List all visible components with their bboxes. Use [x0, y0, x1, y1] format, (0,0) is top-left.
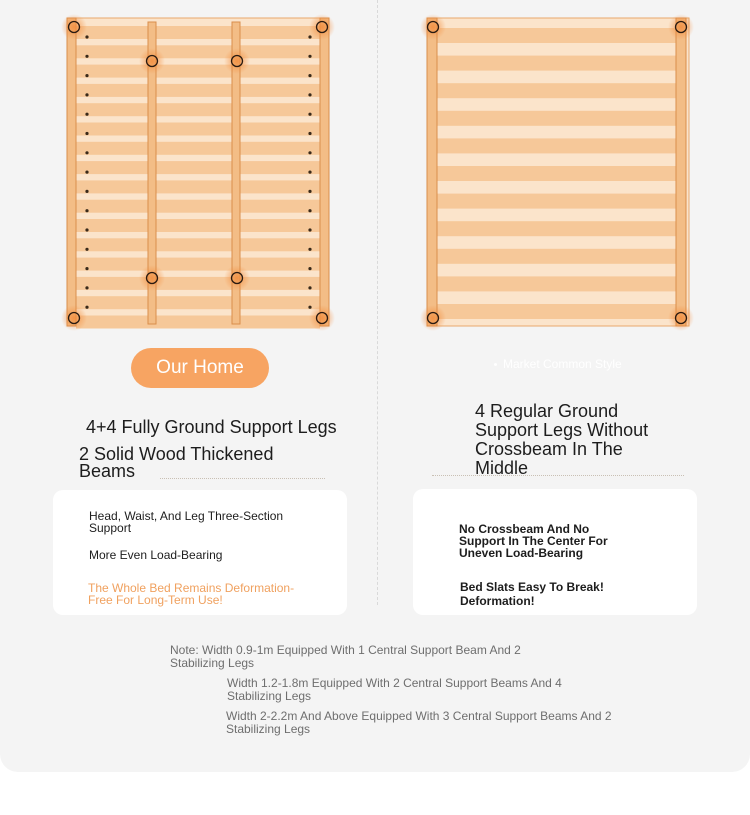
right-heading-underline — [432, 475, 684, 476]
bed-slat — [76, 161, 320, 174]
right-heading: 4 Regular Ground Support Legs Without Crossbeam In The Middle — [475, 401, 649, 478]
slat-dot — [85, 286, 88, 289]
feature-deformation-free: The Whole Bed Remains Deformation-Free For Long-Term Use! — [88, 581, 295, 607]
slat-dot — [85, 209, 88, 212]
bed-slat — [76, 103, 320, 116]
note-line-3: Width 2-2.2m And Above Equipped With 3 Central Support Beams And 2 Stabilizing Legs — [226, 709, 612, 736]
slat-dot — [308, 171, 311, 174]
bed-slat — [76, 123, 320, 136]
bed-slat — [76, 26, 320, 39]
bed-slat — [437, 83, 676, 98]
slat-dot — [85, 228, 88, 231]
bed-slat — [437, 111, 676, 126]
slat-dot — [308, 74, 311, 77]
support-leg-glow — [139, 48, 165, 74]
support-leg-glow — [61, 305, 87, 331]
support-leg-glow — [224, 48, 250, 74]
bed-slat — [437, 249, 676, 264]
slat-dot — [85, 267, 88, 270]
bed-slat — [437, 138, 676, 153]
support-leg-glow — [668, 305, 694, 331]
heading-underline — [160, 478, 325, 479]
bed-slat — [437, 221, 676, 236]
support-leg-glow — [224, 265, 250, 291]
slat-dot — [85, 113, 88, 116]
bed-slat — [437, 276, 676, 291]
left-heading-beams: 2 Solid Wood Thickened Beams — [79, 444, 274, 481]
bed-slat — [437, 166, 676, 181]
bed-slat — [76, 316, 320, 329]
bed-slat — [437, 28, 676, 43]
support-leg-glow — [61, 14, 87, 40]
slat-dot — [308, 190, 311, 193]
slat-dot — [308, 306, 311, 309]
slat-dot — [308, 209, 311, 212]
our-home-button[interactable]: Our Home — [131, 348, 269, 388]
bed-slat — [76, 142, 320, 155]
support-leg-glow — [309, 14, 335, 40]
left-heading-legs: 4+4 Fully Ground Support Legs — [86, 417, 337, 437]
support-leg-glow — [420, 305, 446, 331]
slat-dot — [85, 306, 88, 309]
slat-dot — [85, 151, 88, 154]
bed-slat — [437, 56, 676, 71]
slat-dot — [308, 35, 311, 38]
slat-dot — [85, 55, 88, 58]
bed-slat — [76, 277, 320, 290]
bed-slat — [76, 296, 320, 309]
slat-dot — [308, 132, 311, 135]
bed-slat — [76, 200, 320, 213]
drawback-slats-break: Bed Slats Easy To Break! Deformation! — [460, 580, 604, 608]
slat-dot — [85, 171, 88, 174]
bed-slat — [437, 304, 676, 319]
bed-slat — [76, 219, 320, 232]
support-leg-glow — [420, 14, 446, 40]
feature-three-section: Head, Waist, And Leg Three-Section Support — [89, 509, 284, 535]
bed-slat — [76, 45, 320, 58]
slat-dot — [308, 113, 311, 116]
feature-even-load: More Even Load-Bearing — [89, 548, 223, 562]
support-leg-glow — [668, 14, 694, 40]
support-leg-glow — [139, 265, 165, 291]
bed-slat — [76, 84, 320, 97]
note-line-1: Note: Width 0.9-1m Equipped With 1 Central Support Beam And 2 Stabilizing Legs — [170, 643, 521, 670]
slat-dot — [85, 248, 88, 251]
slat-dot — [85, 74, 88, 77]
drawback-no-crossbeam: No Crossbeam And No Support In The Center For Uneven Load-Bearing — [459, 522, 608, 560]
slat-dot — [308, 248, 311, 251]
our-home-features-card — [53, 490, 347, 615]
bed-slat — [76, 238, 320, 251]
slat-dot — [308, 151, 311, 154]
slat-dot — [85, 93, 88, 96]
slat-dot — [308, 93, 311, 96]
bed-slat — [76, 180, 320, 193]
slat-dot — [308, 55, 311, 58]
our-bed-frame-diagram — [55, 10, 340, 335]
bed-slat — [76, 258, 320, 271]
slat-dot — [85, 190, 88, 193]
slat-dot — [85, 132, 88, 135]
slat-dot — [308, 267, 311, 270]
note-line-2: Width 1.2-1.8m Equipped With 2 Central Support Beams And 4 Stabilizing Legs — [227, 676, 562, 703]
market-bed-frame-diagram — [415, 10, 700, 335]
center-divider — [377, 0, 378, 605]
slat-dot — [308, 228, 311, 231]
bed-slat — [437, 194, 676, 209]
market-common-style-label: Market Common Style — [494, 357, 622, 371]
market-drawbacks-card — [413, 489, 697, 615]
slat-dot — [85, 35, 88, 38]
slat-dot — [308, 286, 311, 289]
support-leg-glow — [309, 305, 335, 331]
bed-slat — [76, 65, 320, 78]
